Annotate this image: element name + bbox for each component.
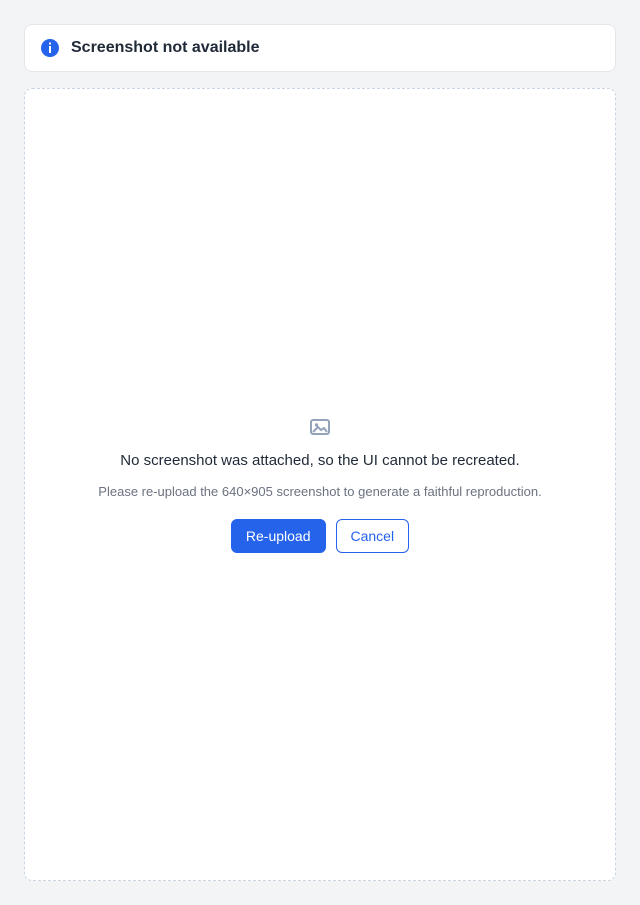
actions-row bbox=[231, 519, 409, 553]
placeholder-hint: Please re-upload the 640×905 screenshot to generate a faithful reproduction. bbox=[98, 483, 542, 499]
placeholder-panel bbox=[24, 88, 616, 881]
info-icon bbox=[39, 37, 61, 59]
page-title: Screenshot not available bbox=[71, 39, 260, 56]
placeholder-message: No screenshot was attached, so the UI cannot be recreated. bbox=[120, 452, 520, 470]
image-icon bbox=[309, 416, 331, 438]
reupload-button[interactable]: Re-upload bbox=[231, 519, 326, 553]
header-bar bbox=[24, 24, 616, 72]
cancel-button[interactable]: Cancel bbox=[336, 519, 410, 553]
